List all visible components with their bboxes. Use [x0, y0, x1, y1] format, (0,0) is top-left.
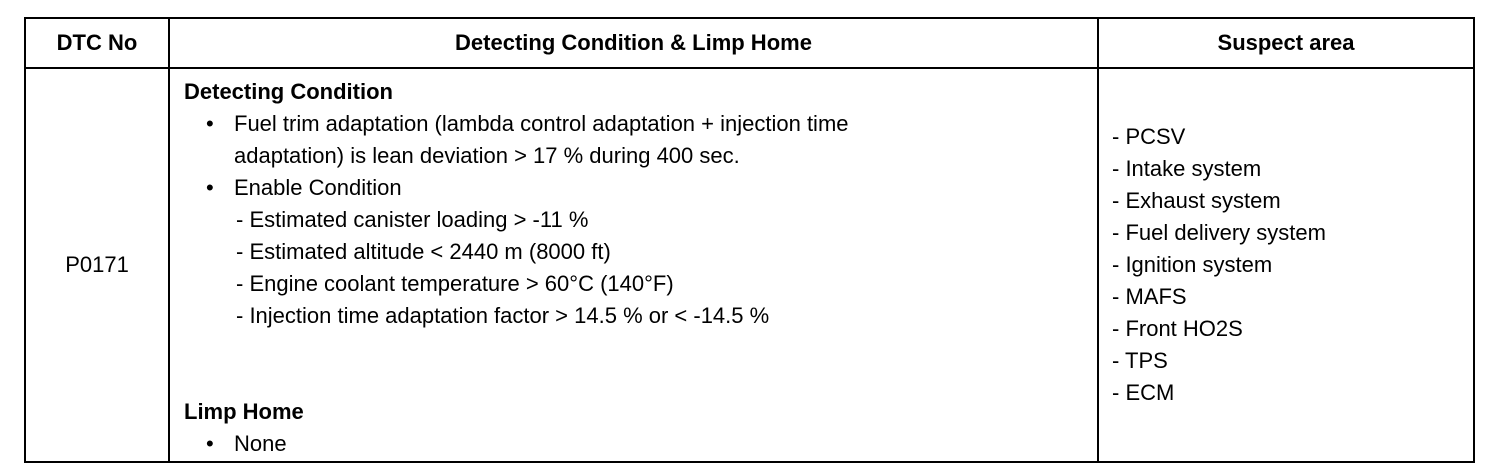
detecting-condition-block: [184, 76, 1084, 332]
suspect-item: - PCSV: [1112, 124, 1186, 149]
column-divider-2: [1097, 19, 1099, 461]
suspect-item: - Front HO2S: [1112, 316, 1243, 341]
enable-condition-item: - Estimated canister loading > -11 %: [236, 207, 589, 232]
limp-home-block: [184, 396, 304, 460]
bullet-icon: •: [206, 175, 214, 200]
enable-condition-item: - Injection time adaptation factor > 14.5 % or < -14.5 %: [236, 303, 770, 328]
enable-condition-label: Enable Condition: [234, 175, 402, 200]
bullet-icon: •: [206, 431, 214, 456]
enable-condition-item: - Estimated altitude < 2440 m (8000 ft): [236, 239, 611, 264]
bullet-icon: •: [206, 111, 214, 136]
header-detecting-condition: Detecting Condition & Limp Home: [455, 30, 812, 55]
header-dtc-no: DTC No: [56, 30, 138, 55]
condition-bullet-1-line-2: adaptation) is lean deviation > 17 % during 400 sec.: [234, 143, 740, 168]
limp-home-title: Limp Home: [184, 399, 304, 424]
suspect-item: - TPS: [1112, 348, 1168, 373]
suspect-area-list: [1112, 121, 1326, 409]
suspect-item: - MAFS: [1112, 284, 1187, 309]
header-divider: [26, 67, 1473, 69]
suspect-item: - Ignition system: [1112, 252, 1273, 277]
limp-home-bullet: [184, 428, 304, 460]
suspect-item: - ECM: [1112, 380, 1175, 405]
dtc-table: [24, 17, 1475, 463]
suspect-item: - Fuel delivery system: [1112, 220, 1326, 245]
column-divider-1: [168, 19, 170, 461]
condition-bullet-1-line-1: Fuel trim adaptation (lambda control adaptation + injection time: [234, 111, 849, 136]
detecting-condition-title: Detecting Condition: [184, 79, 393, 104]
limp-home-item: None: [234, 431, 287, 456]
enable-condition-list: [184, 204, 1084, 332]
suspect-item: - Exhaust system: [1112, 188, 1281, 213]
condition-bullet-2: [184, 172, 1084, 204]
dtc-code: P0171: [65, 252, 129, 277]
enable-condition-item: - Engine coolant temperature > 60°C (140°F): [236, 271, 674, 296]
condition-bullet-1: [184, 108, 1084, 172]
header-suspect-area: Suspect area: [1217, 30, 1355, 55]
suspect-item: - Intake system: [1112, 156, 1262, 181]
